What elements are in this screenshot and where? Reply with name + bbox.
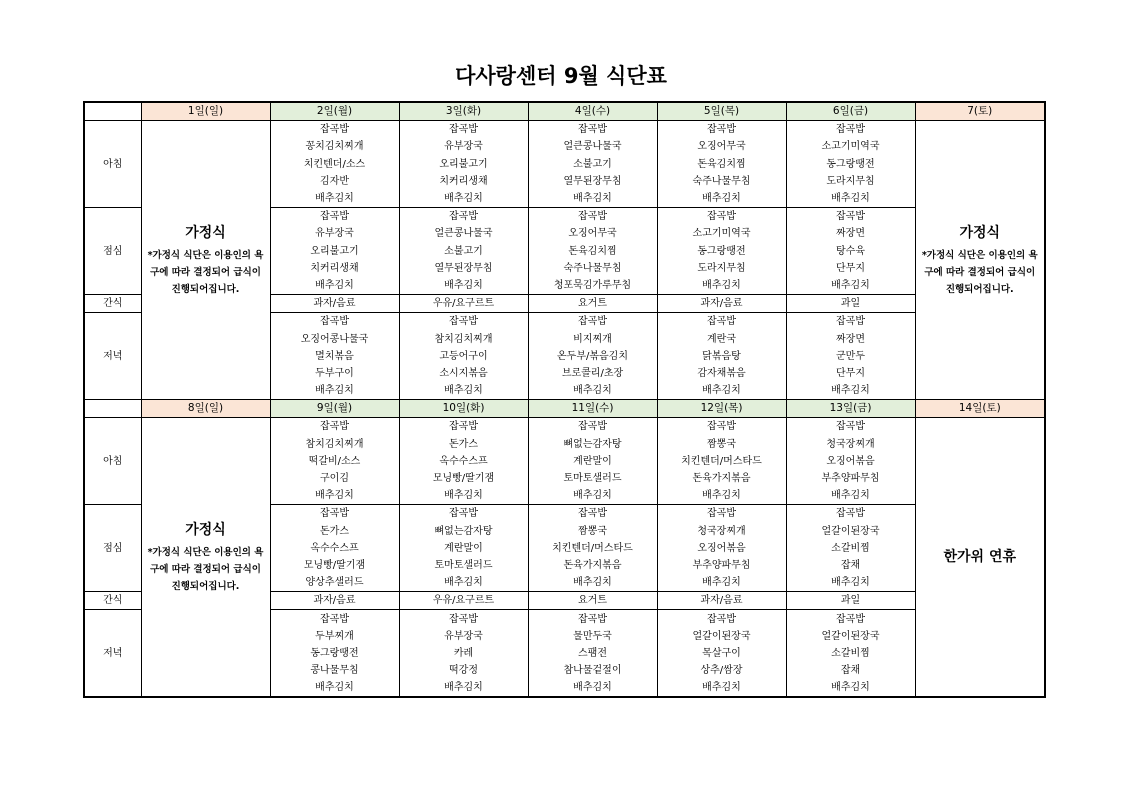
lunch-item: 오리불고기 (270, 243, 399, 260)
lunch-item: 잡곡밥 (528, 505, 657, 523)
lunch-item: 탕수육 (786, 243, 915, 260)
lunch-item: 부추양파무침 (657, 557, 786, 574)
meal-table-body (84, 102, 1045, 697)
dinner-item: 닭볶음탕 (657, 348, 786, 365)
lunch-item: 치커리생채 (270, 260, 399, 277)
snack-item: 과자/음료 (270, 295, 399, 313)
lunch-item: 잡채 (786, 557, 915, 574)
corner-cell (84, 400, 141, 418)
breakfast-item: 열무된장무침 (528, 173, 657, 190)
dinner-item: 소시지볶음 (399, 365, 528, 382)
snack-item: 과자/음료 (657, 592, 786, 610)
lunch-item: 오징어무국 (528, 225, 657, 242)
saturday-cell (915, 418, 1045, 698)
date-header: 13일(금) (786, 400, 915, 418)
snack-label: 간식 (84, 592, 141, 610)
lunch-item: 오징어볶음 (657, 540, 786, 557)
lunch-item: 잡곡밥 (786, 208, 915, 226)
date-header: 14일(토) (915, 400, 1045, 418)
breakfast-item: 배추김치 (528, 487, 657, 505)
snack-item: 과일 (786, 295, 915, 313)
breakfast-item: 오리불고기 (399, 156, 528, 173)
lunch-item: 잡곡밥 (786, 505, 915, 523)
lunch-item: 배추김치 (270, 277, 399, 295)
lunch-item: 얼큰콩나물국 (399, 225, 528, 242)
breakfast-item: 치커리생채 (399, 173, 528, 190)
lunch-label: 점심 (84, 505, 141, 592)
breakfast-item: 소불고기 (528, 156, 657, 173)
breakfast-item: 치킨텐더/머스타드 (657, 453, 786, 470)
breakfast-item: 돈육김치찜 (657, 156, 786, 173)
lunch-item: 숙주나물무침 (528, 260, 657, 277)
lunch-item: 짜장면 (786, 225, 915, 242)
dinner-item: 배추김치 (657, 679, 786, 697)
dinner-item: 배추김치 (399, 382, 528, 400)
lunch-item: 잡곡밥 (270, 208, 399, 226)
breakfast-item: 얼큰콩나물국 (528, 138, 657, 155)
lunch-item: 모닝빵/딸기잼 (270, 557, 399, 574)
lunch-item: 유부장국 (270, 225, 399, 242)
snack-item: 요거트 (528, 295, 657, 313)
holiday-label: 한가위 연휴 (943, 548, 1016, 565)
breakfast-item: 오징어무국 (657, 138, 786, 155)
lunch-item: 배추김치 (399, 574, 528, 592)
dinner-item: 잡곡밥 (399, 610, 528, 628)
date-header: 7(토) (915, 102, 1045, 121)
snack-label: 간식 (84, 295, 141, 313)
date-header: 2일(월) (270, 102, 399, 121)
breakfast-item: 배추김치 (270, 190, 399, 208)
breakfast-item: 소고기미역국 (786, 138, 915, 155)
lunch-item: 잡곡밥 (528, 208, 657, 226)
date-header-row (84, 400, 1045, 418)
breakfast-label: 아침 (84, 418, 141, 505)
breakfast-item: 꽁치김치찌개 (270, 138, 399, 155)
snack-item: 요거트 (528, 592, 657, 610)
dinner-item: 브로콜리/초장 (528, 365, 657, 382)
dinner-item: 목살구이 (657, 645, 786, 662)
breakfast-item: 짬뽕국 (657, 436, 786, 453)
dinner-item: 동그랑땡전 (270, 645, 399, 662)
dinner-item: 잡곡밥 (270, 313, 399, 331)
dinner-item: 감자채볶음 (657, 365, 786, 382)
date-header: 8일(일) (141, 400, 270, 418)
dinner-item: 군만두 (786, 348, 915, 365)
breakfast-item: 배추김치 (657, 487, 786, 505)
lunch-item: 계란말이 (399, 540, 528, 557)
lunch-item: 돈육김치찜 (528, 243, 657, 260)
dinner-item: 카레 (399, 645, 528, 662)
snack-item: 과일 (786, 592, 915, 610)
breakfast-item: 배추김치 (786, 190, 915, 208)
breakfast-item: 치킨텐더/소스 (270, 156, 399, 173)
dinner-item: 잡곡밥 (528, 610, 657, 628)
dinner-item: 배추김치 (270, 382, 399, 400)
dinner-item: 잡곡밥 (786, 313, 915, 331)
dinner-item: 배추김치 (786, 382, 915, 400)
breakfast-item: 돈육가지볶음 (657, 470, 786, 487)
home-note: *가정식 식단은 이용인의 욕구에 따라 결정되어 급식이 진행되어집니다. (147, 546, 264, 592)
breakfast-item: 배추김치 (528, 190, 657, 208)
dinner-label: 저녁 (84, 610, 141, 697)
dinner-item: 참치김치찌개 (399, 330, 528, 347)
dinner-item: 배추김치 (399, 679, 528, 697)
dinner-item: 잡곡밥 (657, 610, 786, 628)
breakfast-item: 잡곡밥 (270, 418, 399, 436)
home-title: 가정식 (959, 224, 1001, 241)
dinner-item: 배추김치 (786, 679, 915, 697)
dinner-item: 고등어구이 (399, 348, 528, 365)
dinner-item: 두부구이 (270, 365, 399, 382)
dinner-item: 콩나물무침 (270, 662, 399, 679)
sunday-home-cell (141, 418, 270, 698)
breakfast-item: 동그랑땡전 (786, 156, 915, 173)
dinner-item: 단무지 (786, 365, 915, 382)
breakfast-item: 청국장찌개 (786, 436, 915, 453)
lunch-item: 돈육가지볶음 (528, 557, 657, 574)
dinner-label: 저녁 (84, 313, 141, 400)
lunch-item: 짬뽕국 (528, 523, 657, 540)
lunch-item: 소고기미역국 (657, 225, 786, 242)
breakfast-item: 계란말이 (528, 453, 657, 470)
dinner-item: 비지찌개 (528, 330, 657, 347)
lunch-item: 배추김치 (399, 277, 528, 295)
lunch-item: 배추김치 (528, 574, 657, 592)
breakfast-item: 김자반 (270, 173, 399, 190)
lunch-item: 소불고기 (399, 243, 528, 260)
dinner-item: 짜장면 (786, 330, 915, 347)
dinner-item: 잡곡밥 (786, 610, 915, 628)
dinner-item: 배추김치 (657, 382, 786, 400)
dinner-item: 유부장국 (399, 628, 528, 645)
breakfast-label: 아침 (84, 121, 141, 208)
date-header: 4일(수) (528, 102, 657, 121)
lunch-item: 잡곡밥 (270, 505, 399, 523)
snack-item: 과자/음료 (270, 592, 399, 610)
dinner-item: 배추김치 (528, 679, 657, 697)
sunday-home-cell (141, 121, 270, 400)
breakfast-item: 잡곡밥 (657, 121, 786, 139)
dinner-item: 참나물겉절이 (528, 662, 657, 679)
lunch-item: 청국장찌개 (657, 523, 786, 540)
home-note: *가정식 식단은 이용인의 욕구에 따라 결정되어 급식이 진행되어집니다. (147, 249, 264, 295)
page-title: 다사랑센터 9월 식단표 (455, 64, 667, 88)
breakfast-item: 배추김치 (270, 487, 399, 505)
lunch-item: 양상추샐러드 (270, 574, 399, 592)
dinner-item: 계란국 (657, 330, 786, 347)
dinner-item: 온두부/볶음김치 (528, 348, 657, 365)
snack-item: 우유/요구르트 (399, 295, 528, 313)
snack-item: 우유/요구르트 (399, 592, 528, 610)
breakfast-item: 배추김치 (399, 487, 528, 505)
snack-item: 과자/음료 (657, 295, 786, 313)
breakfast-item: 잡곡밥 (786, 418, 915, 436)
dinner-item: 물만두국 (528, 628, 657, 645)
lunch-item: 잡곡밥 (657, 505, 786, 523)
meal-table (83, 101, 1046, 698)
dinner-item: 잡곡밥 (528, 313, 657, 331)
date-header: 12일(목) (657, 400, 786, 418)
home-title: 가정식 (185, 224, 226, 241)
lunch-item: 배추김치 (657, 574, 786, 592)
breakfast-item: 떡갈비/소스 (270, 453, 399, 470)
lunch-item: 뼈없는감자탕 (399, 523, 528, 540)
lunch-item: 잡곡밥 (657, 208, 786, 226)
dinner-item: 얼갈이된장국 (786, 628, 915, 645)
breakfast-item: 숙주나물무침 (657, 173, 786, 190)
lunch-item: 배추김치 (657, 277, 786, 295)
lunch-item: 배추김치 (786, 574, 915, 592)
dinner-item: 잡채 (786, 662, 915, 679)
date-header: 1일(일) (141, 102, 270, 121)
date-header: 9일(월) (270, 400, 399, 418)
dinner-item: 잡곡밥 (399, 313, 528, 331)
breakfast-item: 잡곡밥 (270, 121, 399, 139)
breakfast-row (84, 121, 1045, 139)
dinner-item: 배추김치 (270, 679, 399, 697)
dinner-item: 상추/쌈장 (657, 662, 786, 679)
breakfast-item: 잡곡밥 (786, 121, 915, 139)
breakfast-item: 잡곡밥 (399, 418, 528, 436)
date-header: 10일(화) (399, 400, 528, 418)
breakfast-item: 모닝빵/딸기잼 (399, 470, 528, 487)
lunch-item: 토마토샐러드 (399, 557, 528, 574)
corner-cell (84, 102, 141, 121)
breakfast-item: 참치김치찌개 (270, 436, 399, 453)
lunch-item: 도라지무침 (657, 260, 786, 277)
lunch-item: 청포묵김가루무침 (528, 277, 657, 295)
lunch-item: 배추김치 (786, 277, 915, 295)
lunch-item: 얼갈이된장국 (786, 523, 915, 540)
breakfast-item: 돈가스 (399, 436, 528, 453)
breakfast-item: 잡곡밥 (528, 121, 657, 139)
breakfast-item: 잡곡밥 (528, 418, 657, 436)
breakfast-row (84, 418, 1045, 436)
breakfast-item: 유부장국 (399, 138, 528, 155)
dinner-item: 떡강정 (399, 662, 528, 679)
lunch-item: 옥수수스프 (270, 540, 399, 557)
date-header: 5일(목) (657, 102, 786, 121)
breakfast-item: 배추김치 (786, 487, 915, 505)
breakfast-item: 배추김치 (657, 190, 786, 208)
home-note: *가정식 식단은 이용인의 욕구에 따라 결정되어 급식이 진행되어집니다. (921, 249, 1038, 295)
breakfast-item: 오징어볶음 (786, 453, 915, 470)
date-header: 3일(화) (399, 102, 528, 121)
breakfast-item: 뼈없는감자탕 (528, 436, 657, 453)
saturday-cell (915, 121, 1045, 400)
lunch-item: 소갈비찜 (786, 540, 915, 557)
lunch-item: 열무된장무침 (399, 260, 528, 277)
home-title: 가정식 (185, 521, 226, 538)
dinner-item: 오징어콩나물국 (270, 330, 399, 347)
dinner-item: 배추김치 (528, 382, 657, 400)
lunch-item: 잡곡밥 (399, 208, 528, 226)
lunch-label: 점심 (84, 208, 141, 295)
lunch-item: 동그랑땡전 (657, 243, 786, 260)
breakfast-item: 잡곡밥 (399, 121, 528, 139)
breakfast-item: 배추김치 (399, 190, 528, 208)
date-header: 11일(수) (528, 400, 657, 418)
date-header-row (84, 102, 1045, 121)
breakfast-item: 도라지무침 (786, 173, 915, 190)
lunch-item: 치킨텐더/머스타드 (528, 540, 657, 557)
breakfast-item: 옥수수스프 (399, 453, 528, 470)
dinner-item: 잡곡밥 (270, 610, 399, 628)
dinner-item: 잡곡밥 (657, 313, 786, 331)
lunch-item: 돈가스 (270, 523, 399, 540)
dinner-item: 멸치볶음 (270, 348, 399, 365)
lunch-item: 단무지 (786, 260, 915, 277)
breakfast-item: 토마토샐러드 (528, 470, 657, 487)
dinner-item: 두부찌개 (270, 628, 399, 645)
dinner-item: 소갈비찜 (786, 645, 915, 662)
dinner-item: 스팸전 (528, 645, 657, 662)
breakfast-item: 잡곡밥 (657, 418, 786, 436)
breakfast-item: 구이김 (270, 470, 399, 487)
date-header: 6일(금) (786, 102, 915, 121)
breakfast-item: 부추양파무침 (786, 470, 915, 487)
lunch-item: 잡곡밥 (399, 505, 528, 523)
dinner-item: 얼갈이된장국 (657, 628, 786, 645)
